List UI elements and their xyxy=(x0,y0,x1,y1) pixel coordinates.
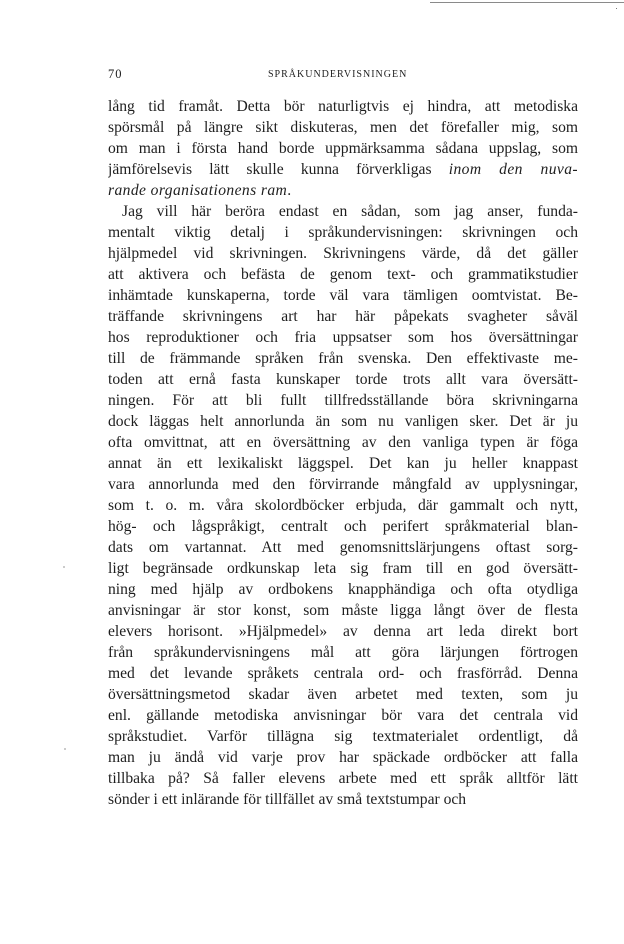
line-text: ofta omvittnat, att en översättning av den vanliga typen är föga xyxy=(108,434,578,451)
line-text: hjälpmedel vid skrivningen. Skrivningens värde, då det gäller xyxy=(108,245,578,262)
line-text: som t. o. m. våra skolordböcker erbjuda, där gammalt och nytt, xyxy=(108,497,578,514)
text-line xyxy=(108,243,578,264)
text-line xyxy=(108,579,578,600)
text-line xyxy=(108,726,578,747)
line-text: tillbaka på? Så faller elevens arbete med ett språk alltför lätt xyxy=(108,770,578,787)
text-line xyxy=(108,663,578,684)
margin-speck xyxy=(64,748,66,750)
line-text: jämförelsevis lätt skulle kunna förverkligas xyxy=(108,161,449,178)
text-line xyxy=(108,600,578,621)
line-text: annat än ett lexikaliskt läggspel. Det kan ju heller knappast xyxy=(108,455,578,472)
text-line xyxy=(108,684,578,705)
page-number: 70 xyxy=(108,67,123,81)
text-line xyxy=(108,180,578,201)
line-text: dats om vartannat. Att med genomsnittslärjungens oftast sorg- xyxy=(108,539,578,556)
text-line xyxy=(108,348,578,369)
text-line xyxy=(108,453,578,474)
text-line xyxy=(108,117,578,138)
text-line xyxy=(108,159,578,180)
text-line xyxy=(108,537,578,558)
text-line xyxy=(108,138,578,159)
line-text: hög- och lågspråkigt, centralt och perifert språkmaterial blan- xyxy=(108,518,578,535)
line-text: med det levande språkets centrala ord- och frasförråd. Denna xyxy=(108,665,578,682)
text-line xyxy=(108,411,578,432)
line-emphasis: rande organisationens ram xyxy=(108,182,288,199)
line-text: ning med hjälp av ordbokens knapphändiga och ofta otydliga xyxy=(108,581,578,598)
line-text: hos reproduktioner och fria uppsatser som hos översättningar xyxy=(108,329,578,346)
line-text: dock läggas helt annorlunda än som nu vanligen sker. Det är ju xyxy=(108,413,578,430)
text-line xyxy=(108,705,578,726)
line-text: från språkundervisningens mål att göra lärjungen förtrogen xyxy=(108,644,578,661)
line-text: mentalt viktig detalj i språkundervisningen: skrivningen och xyxy=(108,224,578,241)
line-text: att aktivera och befästa de genom text- och grammatikstudier xyxy=(108,266,578,283)
line-tail: . xyxy=(287,182,292,199)
line-text: spörsmål på längre sikt diskuteras, men det förefaller mig, som xyxy=(108,119,578,136)
text-line xyxy=(108,306,578,327)
line-text: om man i första hand borde uppmärksamma sådana uppslag, som xyxy=(108,140,578,157)
line-text: översättningsmetod skadar även arbetet med texten, som ju xyxy=(108,686,578,703)
text-line xyxy=(108,96,578,117)
text-line xyxy=(108,474,578,495)
top-edge-rule xyxy=(430,2,624,3)
line-text: anvisningar är stor konst, som måste ligga långt över de flesta xyxy=(108,602,578,619)
running-head: SPRÅKUNDERVISNINGEN xyxy=(268,69,408,80)
text-line xyxy=(108,222,578,243)
text-line xyxy=(108,747,578,768)
page-header xyxy=(108,67,578,85)
text-line xyxy=(108,558,578,579)
text-line xyxy=(108,201,578,222)
line-text: till de främmande språken från svenska. Den effektivaste me- xyxy=(108,350,578,367)
line-text: Jag vill här beröra endast en sådan, som jag anser, funda- xyxy=(122,203,578,220)
text-line xyxy=(108,642,578,663)
text-line xyxy=(108,789,578,810)
line-text: elevers horisont. »Hjälpmedel» av denna art leda direkt bort xyxy=(108,623,578,640)
text-line xyxy=(108,369,578,390)
body-text xyxy=(108,96,578,810)
text-line xyxy=(108,621,578,642)
margin-speck xyxy=(63,566,65,568)
text-line xyxy=(108,432,578,453)
text-line xyxy=(108,285,578,306)
text-line xyxy=(108,327,578,348)
text-line xyxy=(108,264,578,285)
line-text: sönder i ett inlärande för tillfället av små textstumpar och xyxy=(108,791,467,808)
line-text: träffande skrivningens art har här påpekats svagheter såväl xyxy=(108,308,578,325)
line-text: inhämtade kunskaperna, torde väl vara tämligen oomtvistat. Be- xyxy=(108,287,578,304)
text-line xyxy=(108,390,578,411)
text-line xyxy=(108,768,578,789)
line-text: toden att ernå fasta kunskaper torde trots allt vara översätt- xyxy=(108,371,578,388)
line-text: enl. gällande metodiska anvisningar bör vara det centrala vid xyxy=(108,707,578,724)
line-text: man ju ändå vid varje prov har späckade ordböcker att falla xyxy=(108,749,578,766)
line-text: ningen. För att bli fullt tillfredsställande böra skrivningarna xyxy=(108,392,578,409)
line-text: vara annorlunda med den förvirrande mångfald av upplysningar, xyxy=(108,476,578,493)
text-line xyxy=(108,495,578,516)
line-text: språkstudiet. Varför tillägna sig textmaterialet ordentligt, då xyxy=(108,728,578,745)
line-emphasis: inom den nuva- xyxy=(448,161,578,178)
line-text: lång tid framåt. Detta bör naturligtvis ej hindra, att metodiska xyxy=(108,98,578,115)
line-text: ligt begränsade ordkunskap leta sig fram till en god översätt- xyxy=(108,560,578,577)
corner-speck xyxy=(616,8,617,9)
text-line xyxy=(108,516,578,537)
